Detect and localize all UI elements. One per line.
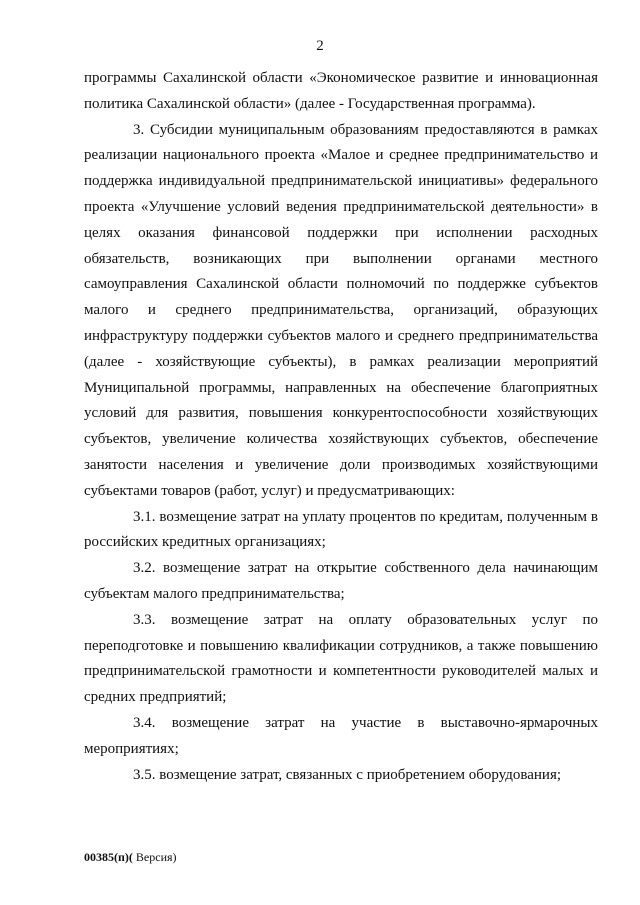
footer-code: 00385(п)(: [84, 850, 133, 864]
paragraph-item-3-1: 3.1. возмещение затрат на уплату процентов по кредитам, полученным в российских кредитных организациях;: [84, 508, 598, 551]
paragraph-item-3-3: 3.3. возмещение затрат на оплату образовательных услуг по переподготовке и повышению квалификации сотрудников, а также повышению предпринимательской грамотности и компетентности руководителей малых и средних предприятий;: [84, 611, 598, 706]
page-number: 2: [316, 38, 324, 54]
footer-version: Версия): [132, 850, 177, 864]
document-body: [84, 66, 598, 788]
paragraph-item-3-4: 3.4. возмещение затрат на участие в выставочно-ярмарочных мероприятиях;: [84, 714, 598, 757]
paragraph-continuation: программы Сахалинской области «Экономическое развитие и инновационная политика Сахалинской области» (далее - Государственная программа).: [84, 70, 598, 112]
paragraph-item-3-5: 3.5. возмещение затрат, связанных с приобретением оборудования;: [133, 766, 562, 783]
footer-document-code: [84, 850, 177, 865]
paragraph-item-3-2: 3.2. возмещение затрат на открытие собственного дела начинающим субъектам малого предпринимательства;: [84, 560, 598, 602]
paragraph-item-3: 3. Субсидии муниципальным образованиям предоставляются в рамках реализации национального проекта «Малое и среднее предпринимательство и поддержка индивидуальной предпринимательской инициативы» федерального проекта «Улучшение условий ведения предпринимательской деятельности» в целях оказания финансовой поддержки при исполнении расходных обязательств, возникающих при выполнении органами местного самоуправления Сахалинской области полномочий по поддержке субъектов малого и среднего предпринимательства, организаций, образующих инфраструктуру поддержки субъектов малого и среднего предпринимательства (далее - хозяйствующие субъекты), в рамках реализации мероприятий Муниципальной программы, направленных на обеспечение благоприятных условий для развития, повышения конкурентоспособности хозяйствующих субъектов, увеличение количества хозяйствующих субъектов, обеспечение занятости населения и увеличение доли производимых хозяйствующими субъектами товаров (работ, услуг) и предусматривающих:: [84, 121, 598, 499]
